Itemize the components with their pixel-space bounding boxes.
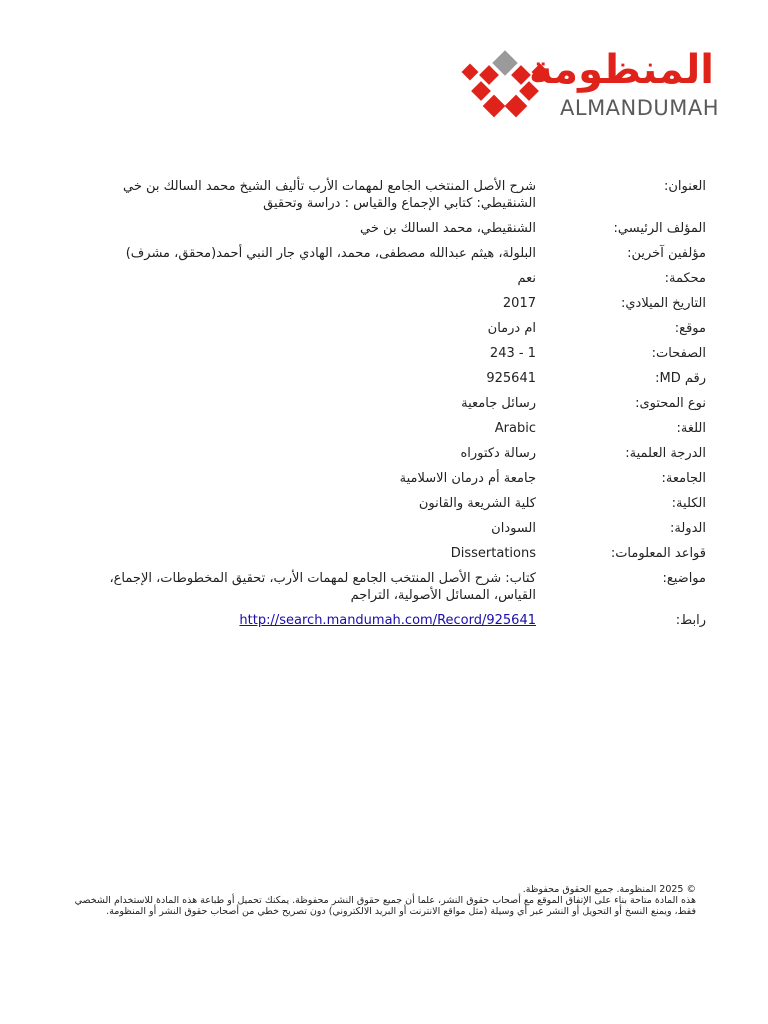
faculty-label: الكلية: — [671, 496, 706, 511]
row-location — [76, 320, 706, 337]
pages-label: الصفحات: — [651, 346, 706, 361]
main-author-value: الشنقيطي، محمد السالك بن خي — [360, 221, 536, 236]
row-peer-reviewed — [76, 270, 706, 287]
record-details — [76, 178, 706, 637]
logo-arabic-text: المنظومة — [529, 47, 714, 93]
language-value: Arabic — [494, 421, 536, 436]
language-label: اللغة: — [676, 421, 706, 436]
content-type-value: رسائل جامعية — [461, 396, 536, 411]
row-pages — [76, 345, 706, 362]
location-value: ام درمان — [487, 321, 536, 336]
row-title — [76, 178, 706, 212]
pages-value: 1 - 243 — [489, 346, 536, 361]
subjects-value: كتاب: شرح الأصل المنتخب الجامع لمهمات الأرب، تحقيق المخطوطات، الإجماع، القياس، المسائل الأصولية، التراجم — [109, 571, 536, 603]
main-author-label: المؤلف الرئيسي: — [613, 221, 706, 236]
row-faculty — [76, 495, 706, 512]
logo-latin-text: ALMANDUMAH — [560, 96, 720, 120]
date-value: 2017 — [502, 296, 536, 311]
peer-reviewed-label: محكمة: — [664, 271, 706, 286]
other-authors-value: البلولة، هيثم عبدالله مصطفى، محمد، الهادي جار النبي أحمد(محقق، مشرف) — [125, 246, 536, 261]
row-subjects — [76, 570, 706, 604]
peer-reviewed-value: نعم — [517, 271, 536, 286]
row-main-author — [76, 220, 706, 237]
row-language — [76, 420, 706, 437]
faculty-value: كلية الشريعة والقانون — [418, 496, 536, 511]
location-label: موقع: — [674, 321, 706, 336]
row-degree — [76, 445, 706, 462]
degree-value: رسالة دكتوراه — [460, 446, 536, 461]
md-number-value: 925641 — [486, 371, 536, 386]
link-value-cell — [76, 612, 536, 629]
date-label: التاريخ الميلادي: — [621, 296, 706, 311]
subjects-label: مواضيع: — [662, 571, 706, 586]
content-type-label: نوع المحتوى: — [635, 396, 706, 411]
row-country — [76, 520, 706, 537]
country-label: الدولة: — [670, 521, 706, 536]
row-content-type — [76, 395, 706, 412]
copyright-line: © 2025 المنظومة. جميع الحقوق محفوظة. — [522, 884, 696, 895]
row-university — [76, 470, 706, 487]
row-database — [76, 545, 706, 562]
row-md-number — [76, 370, 706, 387]
row-link — [76, 612, 706, 629]
country-value: السودان — [491, 521, 536, 536]
almandumah-logo — [456, 46, 718, 130]
link-label: رابط: — [675, 613, 706, 628]
record-link[interactable]: http://search.mandumah.com/Record/925641 — [239, 613, 536, 628]
other-authors-label: مؤلفين آخرين: — [627, 246, 706, 261]
degree-label: الدرجة العلمية: — [625, 446, 706, 461]
md-number-label: رقم MD: — [655, 371, 706, 386]
row-date — [76, 295, 706, 312]
title-label: العنوان: — [663, 179, 706, 194]
copyright-notice: هذه المادة متاحة بناء على الإتفاق الموقع مع أصحاب حقوق النشر، علما أن جميع حقوق النشر محفوظة. يمكنك تحميل أو طباعة هذه المادة للاستخدام الشخصي فقط، ويمنع النسخ أو التحويل أو النشر عبر أي وسيلة (مثل مواقع الانترنت أو البريد الالكتروني) دون تصريح خطي من أصحاب حقوق النشر أو المنظومة. — [74, 895, 696, 917]
university-value: جامعة أم درمان الاسلامية — [399, 471, 536, 486]
copyright-footer — [54, 884, 696, 917]
title-value: شرح الأصل المنتخب الجامع لمهمات الأرب تأليف الشيخ محمد السالك بن خي الشنقيطي: كتابي الإجماع والقياس : دراسة وتحقيق — [123, 179, 536, 211]
university-label: الجامعة: — [661, 471, 706, 486]
database-label: قواعد المعلومات: — [610, 546, 706, 561]
row-other-authors — [76, 245, 706, 262]
database-value: Dissertations — [450, 546, 536, 561]
